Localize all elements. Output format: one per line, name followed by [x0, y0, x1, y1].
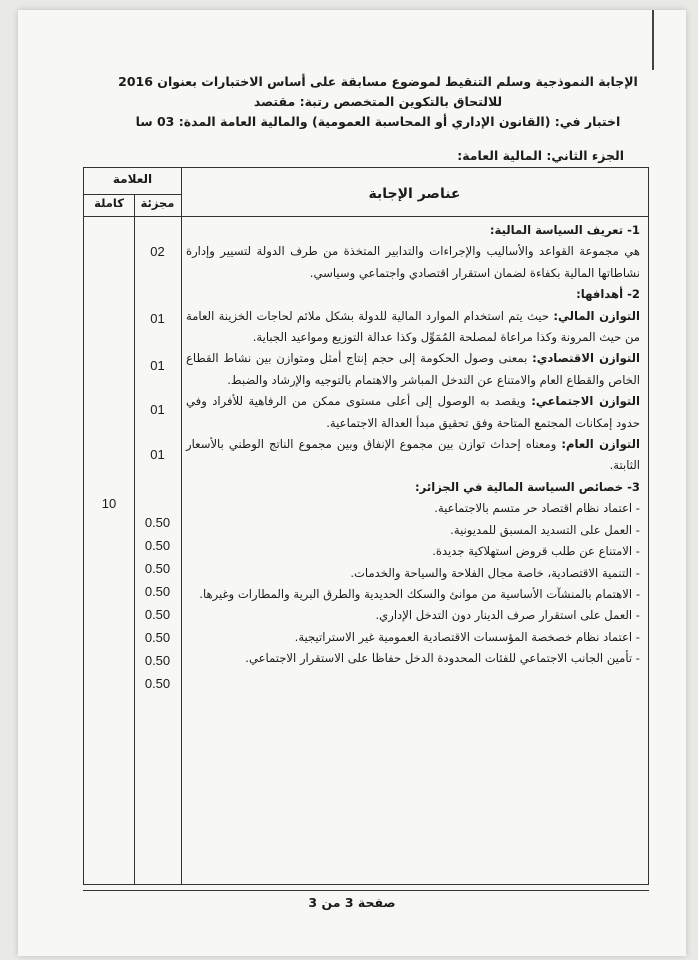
- score-total: 10: [101, 496, 117, 511]
- score-item: 0.50: [144, 653, 171, 668]
- score-item: 0.50: [144, 676, 171, 691]
- score-item: 0.50: [144, 515, 171, 530]
- document-header: [98, 72, 658, 132]
- list-item: - العمل على استقرار صرف الدينار دون التدخل الإداري.: [375, 608, 640, 623]
- list-item: - الاهتمام بالمنشآت الأساسية من موانئ والسكك الحديدية والطرق البرية والمطارات وغيرها.: [199, 586, 640, 601]
- table-divider: [84, 216, 648, 217]
- list-item: - العمل على التسديد المسبق للمديونية.: [450, 522, 640, 537]
- score-goal-economic: 01: [150, 358, 165, 373]
- header-line-2: للالتحاق بالتكوين المتخصص رتبة: مقتصد: [253, 94, 503, 109]
- score-item: 0.50: [144, 630, 171, 645]
- score-item: 0.50: [144, 538, 171, 553]
- list-item: - اعتماد نظام خصخصة المؤسسات الاقتصادية العمومية غير الاستراتيجية.: [294, 629, 640, 644]
- goal-financial: التوازن المالي: حيث يتم استخدام الموارد المالية للدولة بشكل ملائم لحاجات الخزينة العامة من حيث المرونة وكذا مراعاة لمصلحة المُمَوِّل وكذا عدالة التوزيع ومواعيد الجباية.: [186, 308, 640, 345]
- score-item: 0.50: [144, 607, 171, 622]
- part-title: الجزء الثاني: المالية العامة:: [457, 148, 624, 163]
- page-number: صفحة 3 من 3: [308, 895, 396, 910]
- header-line-1: الإجابة النموذجية وسلم التنقيط لموضوع مسابقة على أساس الاختبارات بعنوان 2016: [118, 74, 638, 89]
- score-definition: 02: [150, 244, 165, 259]
- section-3-title: 3- خصائص السياسة المالية في الجزائر:: [415, 479, 640, 494]
- document-page: [18, 10, 686, 956]
- answer-content: [186, 220, 640, 670]
- goal-general: التوازن العام: ومعناه إحداث توازن بين مجموع الإنفاق وبين مجموع الناتج الوطني بالأسعار الثابتة.: [186, 437, 640, 473]
- list-item: - التنمية الاقتصادية، خاصة مجال الفلاحة والسياحة والخدمات.: [350, 565, 640, 580]
- answer-table: [83, 167, 649, 885]
- col-header-score: العلامة: [112, 172, 153, 186]
- goal-economic: التوازن الاقتصادي: بمعنى وصول الحكومة إلى حجم إنتاج أمثل ومتوازن بين نشاط القطاع الخاص والقطاع العام والامتناع عن التدخل المباشر والاهتمام بالتوجيه والإرشاد والضبط.: [186, 351, 640, 387]
- list-item: - تأمين الجانب الاجتماعي للفئات المحدودة الدخل حفاظا على الاستقرار الاجتماعي.: [245, 651, 640, 666]
- col-header-partial: مجزئة: [140, 196, 175, 210]
- goal-social: التوازن الاجتماعي: ويقصد به الوصول إلى أعلى مستوى ممكن من الرفاهية للأفراد وفي حدود إمكانات المجتمع المتاحة وفق تحقيق مبدأ العدالة الاجتماعية.: [186, 394, 640, 430]
- section-1-title: 1- تعريف السياسة المالية:: [489, 223, 640, 237]
- table-divider: [181, 168, 182, 884]
- score-item: 0.50: [144, 561, 171, 576]
- score-goal-general: 01: [150, 447, 165, 462]
- col-header-answer: عناصر الإجابة: [368, 186, 461, 202]
- list-item: - اعتماد نظام اقتصاد حر متسم بالاجتماعية.: [434, 501, 640, 516]
- score-goal-social: 01: [150, 402, 165, 417]
- section-1-text: هي مجموعة القواعد والأساليب والإجراءات والتدابير المتخذة من طرف الدولة لتسيير وإدارة نشاطاتها المالية بكفاءة لضمان استقرار اقتصادي واجتماعي وسياسي.: [186, 244, 640, 280]
- footer-divider: [83, 890, 649, 891]
- col-header-total: كاملة: [94, 196, 124, 210]
- section-2-title: 2- أهدافها:: [576, 287, 640, 302]
- score-goal-financial: 01: [150, 311, 165, 326]
- list-item: - الامتناع عن طلب قروض استهلاكية جديدة.: [432, 544, 640, 559]
- score-item: 0.50: [144, 584, 171, 599]
- header-line-3: اختبار في: (القانون الإداري أو المحاسبة العمومية) والمالية العامة المدة: 03 سا: [135, 114, 621, 129]
- table-divider: [84, 194, 181, 195]
- margin-mark: [652, 10, 654, 70]
